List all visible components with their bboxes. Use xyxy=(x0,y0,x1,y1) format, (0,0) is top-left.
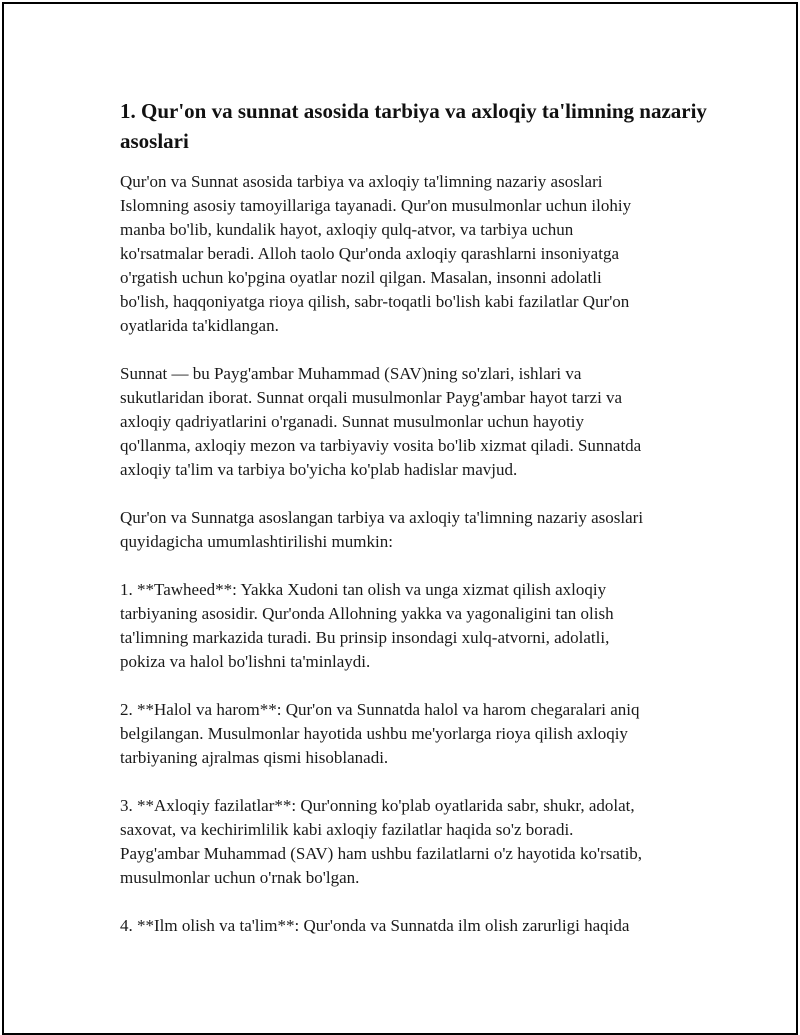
paragraph-summary-intro: Qur'on va Sunnatga asoslangan tarbiya va axloqiy ta'limning nazariy asoslari quyidagicha umumlashtirilishi mumkin: xyxy=(120,508,644,551)
document-body xyxy=(120,96,710,962)
paragraph-sunnat-definition: Sunnat — bu Payg'ambar Muhammad (SAV)ning so'zlari, ishlari va sukutlaridan iborat. Sunnat orqali musulmonlar Payg'ambar hayot tarzi va axloqiy qadriyatlarini o'rganadi. Sunnat musulmonlar uchun hayotiy qo'llanma, axloqiy mezon va tarbiyaviy vosita bo'lib xizmat qiladi. Sunnatda axloqiy ta'lim va tarbiya bo'yicha ko'plab hadislar mavjud. xyxy=(120,364,642,479)
paragraph-point-tawheed: 1. **Tawheed**: Yakka Xudoni tan olish va unga xizmat qilish axloqiy tarbiyaning asosidir. Qur'onda Allohning yakka va yagonaligini tan olish ta'limning markazida turadi. Bu prinsip insondagi xulq-atvorni, adolatli, pokiza va halol bo'lishni ta'minlaydi. xyxy=(120,580,614,671)
paragraph-point-axloqiy-fazilatlar: 3. **Axloqiy fazilatlar**: Qur'onning ko'plab oyatlarida sabr, shukr, adolat, saxovat, va kechirimlilik kabi axloqiy fazilatlar haqida so'z boradi. Payg'ambar Muhammad (SAV) ham ushbu fazilatlarni o'z hayotida ko'rsatib, musulmonlar uchun o'rnak bo'lgan. xyxy=(120,796,643,887)
paragraph-point-ilm-olish: 4. **Ilm olish va ta'lim**: Qur'onda va Sunnatda ilm olish zarurligi haqida xyxy=(120,916,630,935)
paragraph-quran-basis: Qur'on va Sunnat asosida tarbiya va axloqiy ta'limning nazariy asoslari Islomning asosiy tamoyillariga tayanadi. Qur'on musulmonlar uchun ilohiy manba bo'lib, kundalik hayot, axloqiy qulq-atvor, va tarbiya uchun ko'rsatmalar beradi. Alloh taolo Qur'onda axloqiy qarashlarni insoniyatga o'rgatish uchun ko'pgina oyatlar nozil qilgan. Masalan, insonni adolatli bo'lish, haqqoniyatga rioya qilish, sabr-toqatli bo'lish kabi fazilatlar Qur'on oyatlarida ta'kidlangan. xyxy=(120,172,632,335)
section-heading: 1. Qur'on va sunnat asosida tarbiya va axloqiy ta'limning nazariy asoslari xyxy=(120,99,707,153)
page-frame xyxy=(2,2,798,1035)
paragraph-point-halol-harom: 2. **Halol va harom**: Qur'on va Sunnatda halol va harom chegaralari aniq belgilangan. Musulmonlar hayotida ushbu me'yorlarga rioya qilish axloqiy tarbiyaning ajralmas qismi hisoblanadi. xyxy=(120,700,640,767)
